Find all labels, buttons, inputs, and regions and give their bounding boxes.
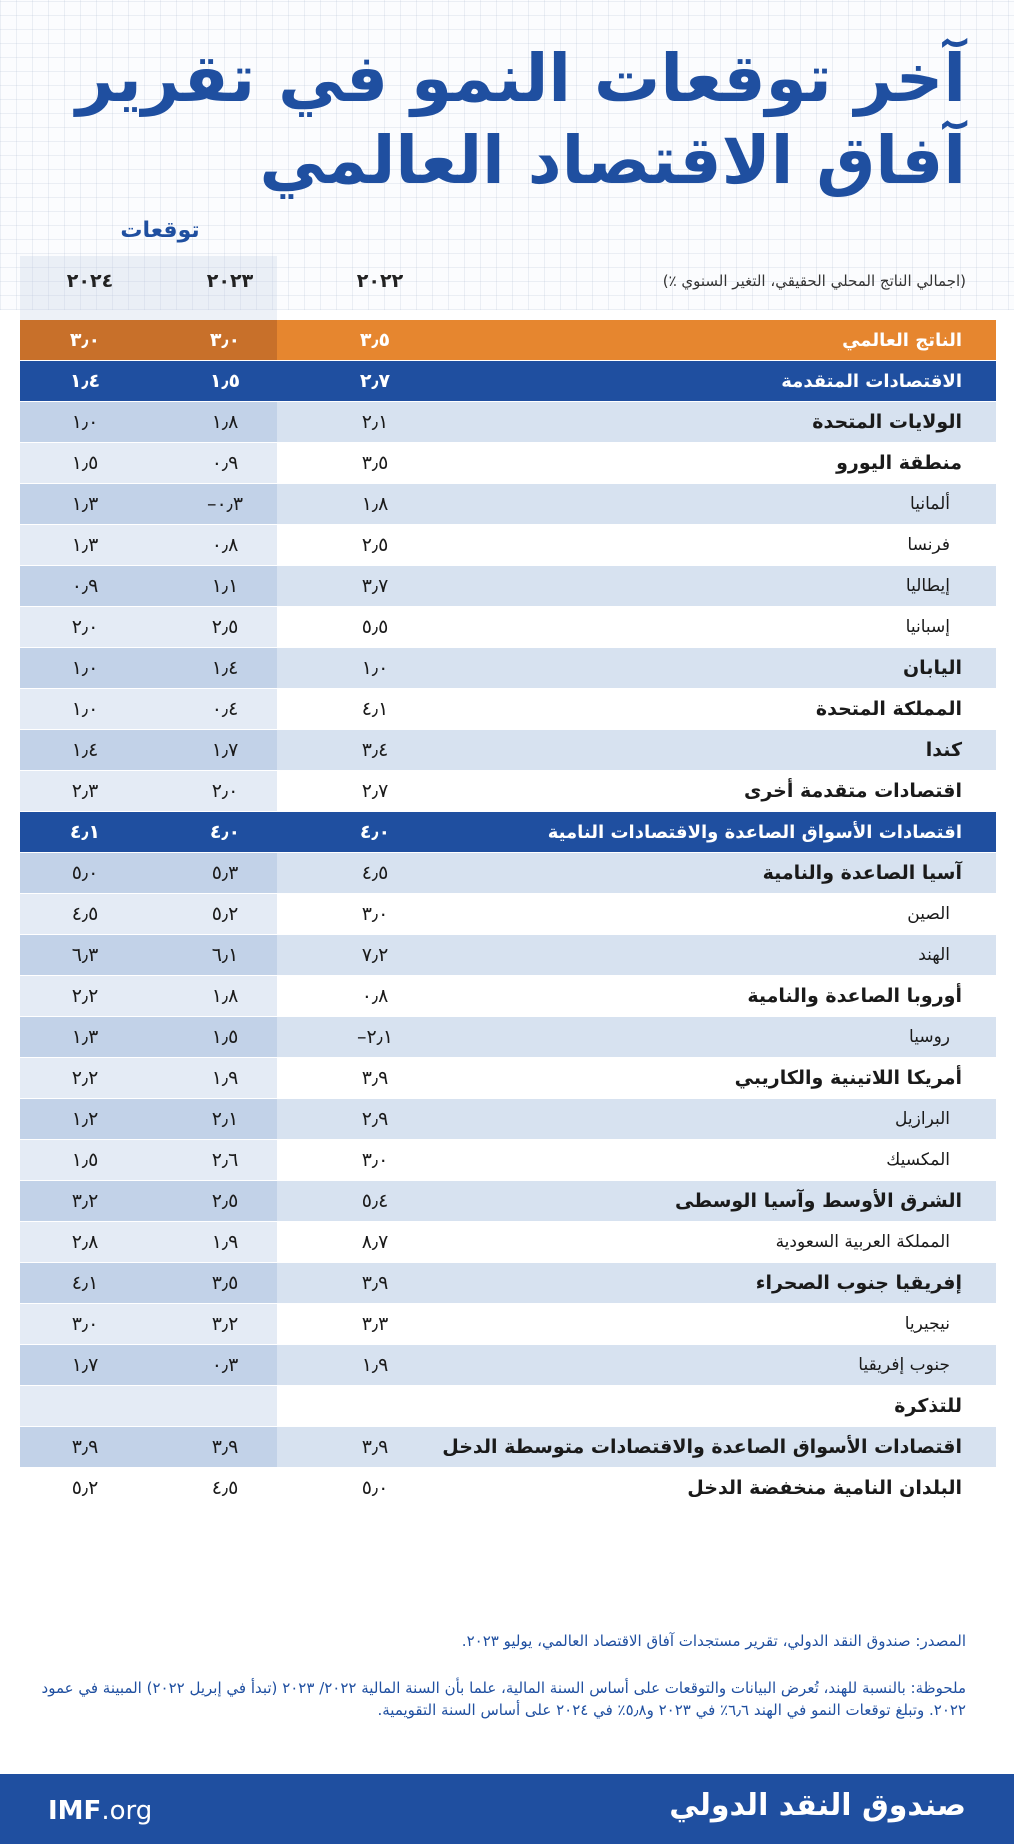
value-2023: ١٫٥ — [211, 1026, 239, 1048]
value-2024: ٤٫١ — [71, 1272, 99, 1294]
value-2023: ٠٫٩ — [211, 452, 239, 474]
table-row — [20, 443, 996, 484]
value-2023: ٢٫٥ — [211, 1190, 239, 1212]
value-2023: ٦٫١ — [211, 944, 239, 966]
table-row — [20, 648, 996, 689]
value-2022: –٢٫١ — [356, 1026, 394, 1048]
page-title-line1: آخر توقعات النمو في تقرير — [75, 40, 966, 117]
imf-logo-bold: IMF — [48, 1796, 102, 1826]
value-2022: ٥٫٠ — [361, 1477, 389, 1499]
row-label: نيجيريا — [904, 1314, 950, 1334]
value-2024: ٢٫٢ — [71, 985, 99, 1007]
footnote: ملحوظة: بالنسبة للهند، تُعرض البيانات والتوقعات على أساس السنة المالية، علما بأن السنة المالية ٢٠٢٢/ ٢٠٢٣ (تبدأ في إبريل ٢٠٢٢) المبينة في عمود ٢٠٢٢. وتبلغ توقعات النمو في الهند ٦٫٦٪ في ٢٠٢٣ و٥٫٨٪ في ٢٠٢٤ على أساس السنة التقويمية. — [41, 1679, 966, 1719]
table-row — [20, 812, 996, 853]
value-2023: ١٫٤ — [211, 657, 239, 679]
value-2023: ٠٫٤ — [211, 698, 239, 720]
source-note: المصدر: صندوق النقد الدولي، تقرير مستجدات آفاق الاقتصاد العالمي، يوليو ٢٠٢٣. — [461, 1632, 966, 1650]
row-label: روسيا — [909, 1027, 950, 1047]
column-header-2024: ٢٠٢٤ — [66, 270, 114, 292]
table-row — [20, 1181, 996, 1222]
row-label: آسيا الصاعدة والنامية — [762, 862, 962, 884]
table-row — [20, 1222, 996, 1263]
page-title-line2: آفاق الاقتصاد العالمي — [259, 122, 966, 199]
value-2023: ١٫١ — [211, 575, 239, 597]
row-label: اقتصادات الأسواق الصاعدة والاقتصادات متوسطة الدخل — [442, 1436, 962, 1458]
row-label: الهند — [918, 945, 950, 965]
value-2024: ٣٫٠ — [69, 329, 101, 351]
value-2024: ١٫٤ — [69, 370, 101, 392]
row-label: إيطاليا — [905, 576, 950, 596]
row-label: الصين — [907, 904, 950, 924]
footer-brand: صندوق النقد الدولي — [669, 1788, 966, 1823]
value-2022: ٢٫٩ — [361, 1108, 389, 1130]
table-row — [20, 402, 996, 443]
footer-bar — [0, 1774, 1014, 1844]
row-label: جنوب إفريقيا — [858, 1355, 950, 1375]
value-2022: ١٫٠ — [361, 657, 389, 679]
value-2023: ٤٫٠ — [209, 821, 241, 843]
value-2024: ٤٫١ — [69, 821, 101, 843]
row-label: الناتج العالمي — [842, 330, 962, 351]
value-2023: ١٫٨ — [211, 411, 239, 433]
value-2024: ١٫٧ — [71, 1354, 99, 1376]
value-2024: ٠٫٩ — [71, 575, 99, 597]
value-2024: ١٫٤ — [71, 739, 99, 761]
value-2022: ٠٫٨ — [361, 985, 389, 1007]
value-2024: ٣٫٠ — [71, 1313, 99, 1335]
value-2022: ٣٫٤ — [361, 739, 389, 761]
row-label: البرازيل — [895, 1109, 950, 1129]
value-2024: ١٫٠ — [71, 411, 99, 433]
row-label: اليابان — [902, 657, 962, 679]
value-2022: ٨٫٧ — [361, 1231, 389, 1253]
value-2022: ٣٫٩ — [361, 1272, 389, 1294]
value-2022 — [320, 1386, 430, 1426]
value-2024: ١٫٣ — [71, 534, 99, 556]
row-label: كندا — [925, 739, 962, 761]
value-2023: ٥٫٣ — [211, 862, 239, 884]
value-2024: ٦٫٣ — [71, 944, 99, 966]
value-2023: ٣٫٩ — [211, 1436, 239, 1458]
table-row — [20, 1058, 996, 1099]
value-2022: ٢٫٧ — [359, 370, 391, 392]
value-2023: ٤٫٥ — [211, 1477, 239, 1499]
value-2022: ٣٫٥ — [361, 452, 389, 474]
table-subtitle: (اجمالي الناتج المحلي الحقيقي، التغير السنوي ٪) — [662, 272, 966, 290]
value-2023: ٥٫٢ — [211, 903, 239, 925]
row-label: الولايات المتحدة — [812, 411, 962, 433]
value-2023: ٣٫٠ — [209, 329, 241, 351]
value-2023: ٢٫٠ — [211, 780, 239, 802]
value-2023: ١٫٩ — [211, 1231, 239, 1253]
value-2022: ١٫٨ — [361, 493, 389, 515]
value-2022: ٢٫١ — [361, 411, 389, 433]
value-2023: ٢٫١ — [211, 1108, 239, 1130]
row-label: أمريكا اللاتينية والكاريبي — [734, 1067, 962, 1089]
value-2023: ٢٫٦ — [211, 1149, 239, 1171]
value-2024 — [30, 1386, 140, 1426]
table-row — [20, 1427, 996, 1468]
growth-table — [20, 320, 996, 1509]
forecast-label: توقعات — [120, 218, 200, 243]
table-row — [20, 1263, 996, 1304]
table-row — [20, 1386, 996, 1427]
value-2024: ١٫٠ — [71, 698, 99, 720]
row-label: المملكة العربية السعودية — [775, 1232, 950, 1252]
row-label: المكسيك — [886, 1150, 950, 1170]
value-2024: ٥٫٢ — [71, 1477, 99, 1499]
value-2022: ٢٫٧ — [361, 780, 389, 802]
table-row — [20, 1304, 996, 1345]
value-2023: ٣٫٥ — [211, 1272, 239, 1294]
value-2022: ٣٫٩ — [361, 1067, 389, 1089]
table-row — [20, 361, 996, 402]
row-label: المملكة المتحدة — [815, 698, 962, 720]
value-2024: ١٫٣ — [71, 493, 99, 515]
table-row — [20, 730, 996, 771]
value-2023: ١٫٥ — [209, 370, 241, 392]
table-row — [20, 1099, 996, 1140]
value-2024: ٢٫٠ — [71, 616, 99, 638]
value-2024: ٣٫٢ — [71, 1190, 99, 1212]
value-2022: ٤٫٠ — [359, 821, 391, 843]
value-2024: ١٫٠ — [71, 657, 99, 679]
table-row — [20, 484, 996, 525]
table-row — [20, 525, 996, 566]
value-2022: ٣٫٥ — [359, 329, 391, 351]
row-label: للتذكرة — [894, 1395, 962, 1417]
value-2023: ٠٫٣ — [211, 1354, 239, 1376]
column-header-2023: ٢٠٢٣ — [206, 270, 254, 292]
row-label: البلدان النامية منخفضة الدخل — [687, 1477, 962, 1499]
row-label: الاقتصادات المتقدمة — [781, 371, 962, 392]
value-2024: ١٫٥ — [71, 452, 99, 474]
table-row — [20, 320, 996, 361]
value-2024: ٤٫٥ — [71, 903, 99, 925]
row-label: فرنسا — [907, 535, 950, 555]
table-row — [20, 1017, 996, 1058]
table-row — [20, 1140, 996, 1181]
value-2022: ٥٫٥ — [361, 616, 389, 638]
column-header-2022: ٢٠٢٢ — [356, 270, 404, 292]
value-2024: ٣٫٩ — [71, 1436, 99, 1458]
value-2024: ٢٫٨ — [71, 1231, 99, 1253]
value-2022: ٣٫٠ — [361, 903, 389, 925]
table-row — [20, 607, 996, 648]
row-label: ألمانيا — [910, 494, 950, 514]
value-2022: ٥٫٤ — [361, 1190, 389, 1212]
table-row — [20, 894, 996, 935]
table-row — [20, 771, 996, 812]
value-2022: ٧٫٢ — [361, 944, 389, 966]
value-2024: ١٫٥ — [71, 1149, 99, 1171]
row-label: إسبانيا — [905, 617, 950, 637]
table-row — [20, 935, 996, 976]
imf-logo[interactable] — [48, 1796, 152, 1826]
value-2023: ١٫٧ — [211, 739, 239, 761]
row-label: منطقة اليورو — [836, 452, 962, 474]
value-2022: ٣٫٣ — [361, 1313, 389, 1335]
value-2023: ٣٫٢ — [211, 1313, 239, 1335]
value-2023: ٢٫٥ — [211, 616, 239, 638]
value-2022: ١٫٩ — [361, 1354, 389, 1376]
row-label: إفريقيا جنوب الصحراء — [755, 1272, 962, 1294]
table-row — [20, 976, 996, 1017]
value-2024: ٥٫٠ — [71, 862, 99, 884]
table-row — [20, 689, 996, 730]
table-row — [20, 1345, 996, 1386]
value-2022: ٤٫١ — [361, 698, 389, 720]
value-2022: ٢٫٥ — [361, 534, 389, 556]
row-label: الشرق الأوسط وآسيا الوسطى — [674, 1190, 962, 1212]
value-2024: ٢٫٢ — [71, 1067, 99, 1089]
row-label: أوروبا الصاعدة والنامية — [747, 985, 962, 1007]
row-label: اقتصادات متقدمة أخرى — [743, 780, 962, 802]
imf-logo-domain: .org — [101, 1796, 153, 1826]
table-row — [20, 853, 996, 894]
value-2023: –٠٫٣ — [206, 493, 244, 515]
value-2022: ٤٫٥ — [361, 862, 389, 884]
row-label: اقتصادات الأسواق الصاعدة والاقتصادات النامية — [547, 822, 962, 843]
value-2024: ٢٫٣ — [71, 780, 99, 802]
value-2023: ١٫٨ — [211, 985, 239, 1007]
table-row — [20, 1468, 996, 1509]
value-2022: ٣٫٩ — [361, 1436, 389, 1458]
value-2023: ١٫٩ — [211, 1067, 239, 1089]
value-2024: ١٫٢ — [71, 1108, 99, 1130]
value-2022: ٣٫٠ — [361, 1149, 389, 1171]
value-2024: ١٫٣ — [71, 1026, 99, 1048]
value-2023 — [170, 1386, 280, 1426]
value-2022: ٣٫٧ — [361, 575, 389, 597]
table-row — [20, 566, 996, 607]
value-2023: ٠٫٨ — [211, 534, 239, 556]
